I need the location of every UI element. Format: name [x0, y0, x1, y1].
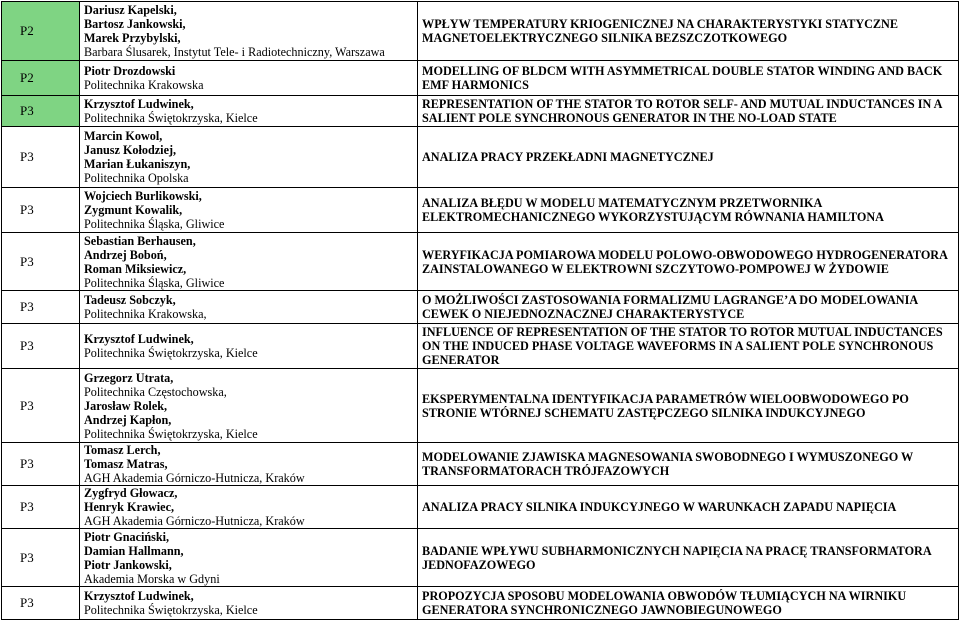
affiliation: Politechnika Świętokrzyska, Kielce	[84, 426, 258, 441]
author-name: Marcin Kowol,	[84, 129, 163, 143]
author-name: Bartosz Jankowski,	[84, 17, 186, 31]
author-name: Damian Hallmann,	[84, 543, 184, 558]
author-name: Jarosław Rolek,	[84, 398, 168, 413]
paper-title: REPRESENTATION OF THE STATOR TO ROTOR SELF- AND MUTUAL INDUCTANCES IN A SALIENT POLE SYNCHRONOUS GENERATOR IN THE NO-LOAD STATE	[418, 96, 959, 127]
session-code: P3	[2, 188, 80, 233]
authors-cell	[80, 529, 418, 587]
affiliation: Politechnika Krakowska,	[84, 307, 207, 321]
affiliation: Politechnika Śląska, Gliwice	[84, 275, 225, 290]
table-row	[2, 369, 959, 443]
authors-cell	[80, 127, 418, 188]
paper-title: EKSPERYMENTALNA IDENTYFIKACJA PARAMETRÓW WIELOOBWODOWEGO PO STRONIE WTÓRNEJ SCHEMATU ZASTĘPCZEGO SILNIKA INDUKCYJNEGO	[418, 369, 959, 443]
author-name: Zygmunt Kowalik,	[84, 203, 183, 217]
paper-title: WERYFIKACJA POMIAROWA MODELU POLOWO-OBWODOWEGO HYDROGENERATORA ZAINSTALOWANEGO W ELEKTROWNI SZCZYTOWO-POMPOWEJ W ŻYDOWIE	[418, 233, 959, 291]
affiliation: Politechnika Świętokrzyska, Kielce	[84, 346, 258, 360]
session-code: P3	[2, 587, 80, 620]
author-name: Tomasz Lerch,	[84, 443, 161, 457]
session-code: P3	[2, 96, 80, 127]
author-name: Piotr Gnaciński,	[84, 529, 170, 544]
table-row	[2, 324, 959, 369]
affiliation: Politechnika Śląska, Gliwice	[84, 217, 225, 231]
authors-cell	[80, 443, 418, 486]
authors-cell	[80, 324, 418, 369]
affiliation: Politechnika Częstochowska,	[84, 384, 227, 399]
authors-cell	[80, 96, 418, 127]
author-name: Piotr Drozdowski	[84, 64, 176, 78]
table-row	[2, 291, 959, 324]
session-code: P3	[2, 127, 80, 188]
author-name: Janusz Kołodziej,	[84, 143, 177, 157]
paper-title: O MOŻLIWOŚCI ZASTOSOWANIA FORMALIZMU LAGRANGE’A DO MODELOWANIA CEWEK O NIEJEDNOZNACZNEJ CHARAKTERYSTYCE	[418, 291, 959, 324]
author-name: Piotr Jankowski,	[84, 557, 172, 572]
session-code: P3	[2, 486, 80, 529]
affiliation: AGH Akademia Górniczo-Hutnicza, Kraków	[84, 514, 305, 528]
author-name: Sebastian Berhausen,	[84, 233, 196, 248]
session-code: P3	[2, 233, 80, 291]
table-row	[2, 529, 959, 587]
session-code: P2	[2, 2, 80, 61]
program-table	[1, 1, 959, 620]
paper-title: MODELOWANIE ZJAWISKA MAGNESOWANIA SWOBODNEGO I WYMUSZONEGO W TRANSFORMATORACH TRÓJFAZOWYCH	[418, 443, 959, 486]
author-name: Krzysztof Ludwinek,	[84, 589, 194, 603]
affiliation: Akademia Morska w Gdyni	[84, 571, 220, 586]
paper-title: BADANIE WPŁYWU SUBHARMONICZNYCH NAPIĘCIA NA PRACĘ TRANSFORMATORA JEDNOFAZOWEGO	[418, 529, 959, 587]
author-name: Krzysztof Ludwinek,	[84, 332, 194, 346]
author-name: Zygfryd Głowacz,	[84, 486, 178, 500]
author-name: Henryk Krawiec,	[84, 500, 175, 514]
session-code: P3	[2, 369, 80, 443]
session-code: P3	[2, 529, 80, 587]
table-row	[2, 587, 959, 620]
authors-cell	[80, 486, 418, 529]
paper-title: INFLUENCE OF REPRESENTATION OF THE STATOR TO ROTOR MUTUAL INDUCTANCES ON THE INDUCED PHASE VOLTAGE WAVEFORMS IN A SALIENT POLE SYNCHRONOUS GENERATOR	[418, 324, 959, 369]
session-code: P3	[2, 443, 80, 486]
table-row	[2, 443, 959, 486]
authors-cell	[80, 188, 418, 233]
table-row	[2, 486, 959, 529]
authors-cell	[80, 587, 418, 620]
affiliation: AGH Akademia Górniczo-Hutnicza, Kraków	[84, 471, 305, 485]
paper-title: ANALIZA PRACY SILNIKA INDUKCYJNEGO W WARUNKACH ZAPADU NAPIĘCIA	[418, 486, 959, 529]
author-name: Tomasz Matras,	[84, 457, 168, 471]
table-row	[2, 2, 959, 61]
author-name: Andrzej Boboń,	[84, 247, 167, 262]
author-name: Tadeusz Sobczyk,	[84, 293, 176, 307]
table-row	[2, 188, 959, 233]
affiliation: Politechnika Opolska	[84, 171, 189, 185]
paper-title: WPŁYW TEMPERATURY KRIOGENICZNEJ NA CHARAKTERYSTYKI STATYCZNE MAGNETOELEKTRYCZNEGO SILNIKA BEZSZCZOTKOWEGO	[418, 2, 959, 61]
table-row	[2, 96, 959, 127]
affiliation: Politechnika Świętokrzyska, Kielce	[84, 603, 258, 617]
session-code: P3	[2, 324, 80, 369]
authors-cell	[80, 2, 418, 61]
author-name: Dariusz Kapelski,	[84, 3, 177, 17]
session-code: P3	[2, 291, 80, 324]
session-code: P2	[2, 61, 80, 96]
paper-title: ANALIZA BŁĘDU W MODELU MATEMATYCZNYM PRZETWORNIKA ELEKTROMECHANICZNEGO WYKORZYSTUJĄCYM RÓWNANIA HAMILTONA	[418, 188, 959, 233]
paper-title: ANALIZA PRACY PRZEKŁADNI MAGNETYCZNEJ	[418, 127, 959, 188]
author-name: Krzysztof Ludwinek,	[84, 97, 194, 111]
author-name: Andrzej Kapłon,	[84, 412, 172, 427]
table-row	[2, 233, 959, 291]
affiliation: Politechnika Krakowska	[84, 78, 204, 92]
table-row	[2, 61, 959, 96]
table-row	[2, 127, 959, 188]
program-table-body	[2, 2, 959, 620]
authors-cell	[80, 291, 418, 324]
author-name: Grzegorz Utrata,	[84, 370, 174, 385]
paper-title: PROPOZYCJA SPOSOBU MODELOWANIA OBWODÓW TŁUMIĄCYCH NA WIRNIKU GENERATORA SYNCHRONICZNEGO JAWNOBIEGUNOWEGO	[418, 587, 959, 620]
author-name: Marian Łukaniszyn,	[84, 157, 191, 171]
authors-cell	[80, 61, 418, 96]
author-name: Roman Miksiewicz,	[84, 261, 187, 276]
author-name: Marek Przybylski,	[84, 31, 181, 45]
affiliation: Politechnika Świętokrzyska, Kielce	[84, 111, 258, 125]
paper-title: MODELLING OF BLDCM WITH ASYMMETRICAL DOUBLE STATOR WINDING AND BACK EMF HARMONICS	[418, 61, 959, 96]
authors-cell	[80, 369, 418, 443]
authors-cell	[80, 233, 418, 291]
author-name: Wojciech Burlikowski,	[84, 189, 202, 203]
affiliation: Barbara Ślusarek, Instytut Tele- i Radiotechniczny, Warszawa	[84, 45, 385, 59]
